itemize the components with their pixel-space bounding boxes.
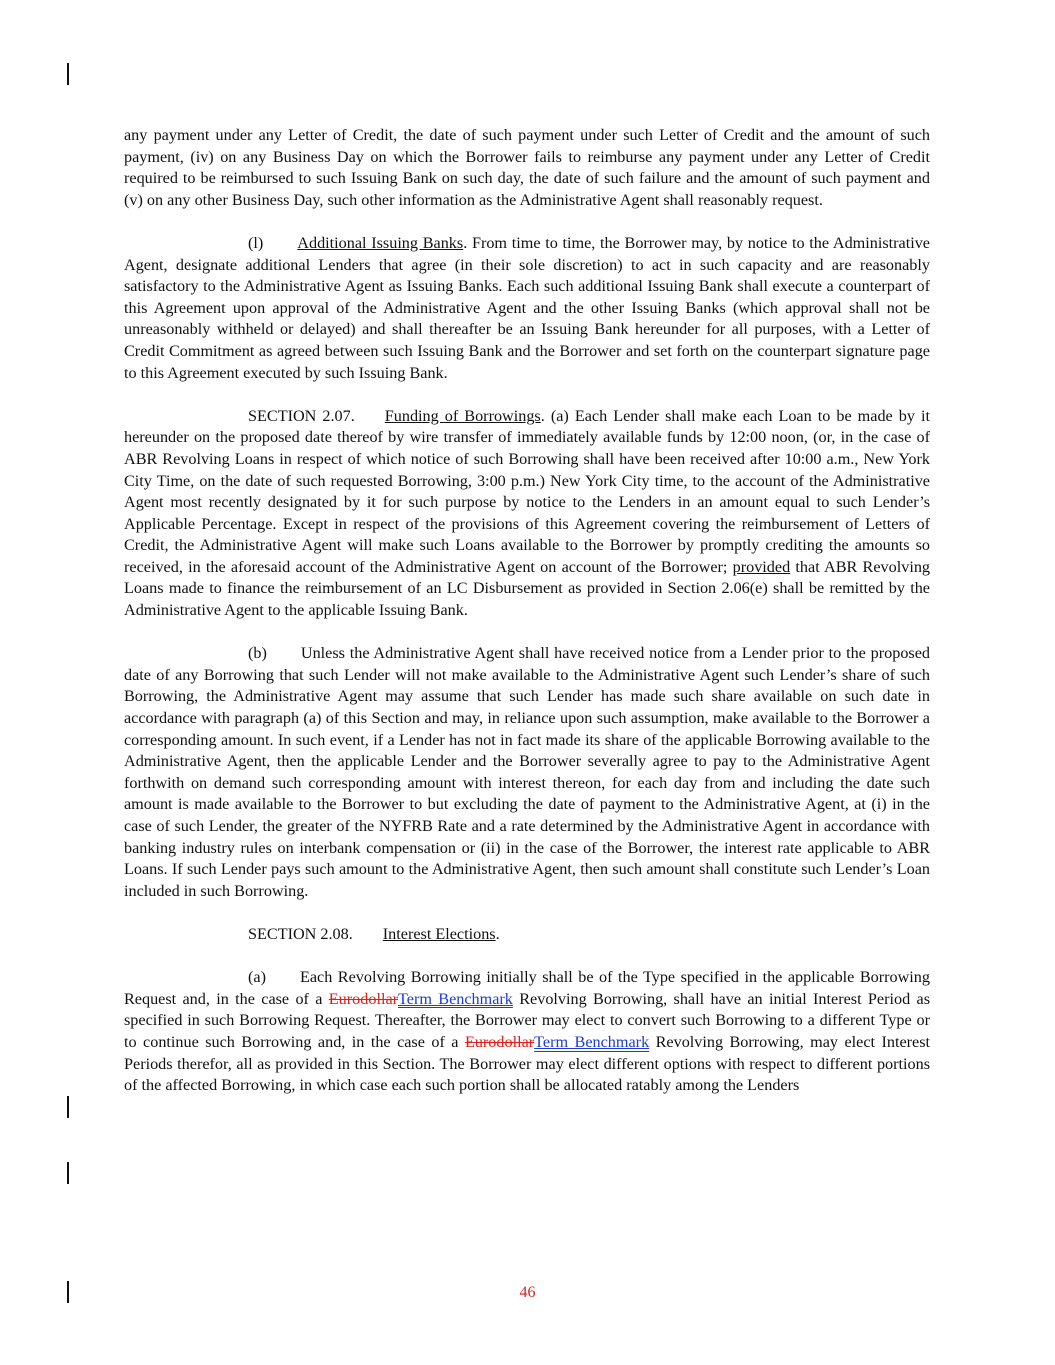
- change-bar-eurodollar-1: [67, 1096, 69, 1118]
- paragraph-l-text: . From time to time, the Borrower may, by notice to the Administrative Agent, designate additional Lenders that agree (in their sole discretion) to act in such capacity and are reasonably satisfactory to the Administrative Agent as Issuing Banks. Each such additional Issuing Bank shall execute a counterpart of this Agreement upon approval of the Administrative Agent and the other Issuing Banks (which approval shall not be unreasonably withheld or delayed) and shall thereafter be an Issuing Bank hereunder for all purposes, with a Letter of Credit Commitment as agreed between such Issuing Bank and the Borrower and set forth on the counterpart signature page to this Agreement executed by such Issuing Bank.: [124, 233, 930, 382]
- clause-marker-a: (a): [248, 968, 266, 987]
- heading-funding-of-borrowings: Funding of Borrowings: [384, 406, 541, 425]
- paragraph-a-text-1: Each Revolving Borrowing initially shall be of the Type specified in the applicable Borrowing Request and, in the case of a: [124, 968, 930, 1008]
- paragraph-a-text-3: Revolving Borrowing, may elect Interest Periods therefor, all as provided in this Section. The Borrower may elect different options with respect to different portions of the affected Borrowing, in which case each such portion shall be allocated ratably among the Lenders: [124, 1032, 931, 1095]
- heading-interest-elections: Interest Elections: [382, 924, 496, 943]
- provided-term: provided: [732, 557, 791, 576]
- section-2-07-text-1: . (a) Each Lender shall make each Loan to be made by it hereunder on the proposed date thereof by wire transfer of immediately available funds by 12:00 noon, (or, in the case of ABR Revolving Loans in respect of which notice of such Borrowing shall have been received after 10:00 a.m., New York City Time, on the date of such requested Borrowing, 3:00 p.m.) New York City time, to the account of the Administrative Agent most recently designated by it for such purpose by notice to the Lenders in an amount equal to such Lender’s Applicable Percentage. Except in respect of the provisions of this Agreement covering the reimbursement of Letters of Credit, the Administrative Agent will make such Loans available to the Borrower by promptly crediting the amounts so received, in the aforesaid account of the Administrative Agent on account of the Borrower;: [124, 406, 930, 576]
- clause-marker-l: (l): [248, 233, 264, 252]
- heading-additional-issuing-banks: Additional Issuing Banks: [297, 233, 464, 252]
- deleted-text-eurodollar-1: Eurodollar: [328, 989, 399, 1008]
- document-body: [124, 125, 930, 1118]
- section-number-2-08: SECTION 2.08.: [248, 924, 353, 943]
- inserted-text-term-benchmark-2: Term Benchmark: [534, 1032, 650, 1051]
- paragraph-a-text-2: Revolving Borrowing, shall have an initial Interest Period as specified in such Borrowing Request. Thereafter, the Borrower may elect to convert such Borrowing to a different Type or to continue such Borrowing and, in the case of a: [124, 989, 930, 1051]
- inserted-text-term-benchmark-1: Term Benchmark: [398, 989, 513, 1008]
- paragraph-continuation: any payment under any Letter of Credit, the date of such payment under such Letter of Credit and the amount of such payment, (iv) on any Business Day on which the Borrower fails to reimburse any payment under any Letter of Credit required to be reimbursed to such Issuing Bank on such day, the date of such failure and the amount of such payment and (v) on any other Business Day, such other information as the Administrative Agent shall reasonably request.: [124, 126, 930, 209]
- page-number: 46: [519, 1284, 536, 1301]
- section-2-07: [124, 406, 930, 622]
- change-bar-top: [67, 63, 69, 85]
- section-2-07-text-2: that ABR Revolving Loans made to finance the reimbursement of an LC Disbursement as provided in Section 2.06(e) shall be remitted by the Administrative Agent to the applicable Issuing Bank.: [124, 557, 931, 620]
- section-2-08-period: .: [495, 924, 500, 943]
- change-bar-eurodollar-2: [67, 1162, 69, 1184]
- section-2-08: [124, 924, 930, 946]
- paragraph-a: [124, 967, 930, 1097]
- paragraph-b: [124, 643, 930, 902]
- section-number-2-07: SECTION 2.07.: [248, 406, 355, 425]
- paragraph-b-text: Unless the Administrative Agent shall have received notice from a Lender prior to the proposed date of any Borrowing that such Lender will not make available to the Administrative Agent such Lender’s share of such Borrowing, the Administrative Agent may assume that such Lender has made such share available on such date in accordance with paragraph (a) of this Section and may, in reliance upon such assumption, make available to the Borrower a corresponding amount. In such event, if a Lender has not in fact made its share of the applicable Borrowing available to the Administrative Agent, then the applicable Lender and the Borrower severally agree to pay to the Administrative Agent forthwith on demand such corresponding amount with interest thereon, for each day from and including the date such amount is made available to the Borrower to but excluding the date of payment to the Administrative Agent, at (i) in the case of such Lender, the greater of the NYFRB Rate and a rate determined by the Administrative Agent in accordance with banking industry rules on interbank compensation or (ii) in the case of the Borrower, the interest rate applicable to ABR Loans. If such Lender pays such amount to the Administrative Agent, then such amount shall constitute such Lender’s Loan included in such Borrowing.: [124, 644, 930, 900]
- clause-marker-b: (b): [248, 644, 267, 663]
- deleted-text-eurodollar-2: Eurodollar: [464, 1032, 535, 1051]
- paragraph-l: [124, 233, 930, 384]
